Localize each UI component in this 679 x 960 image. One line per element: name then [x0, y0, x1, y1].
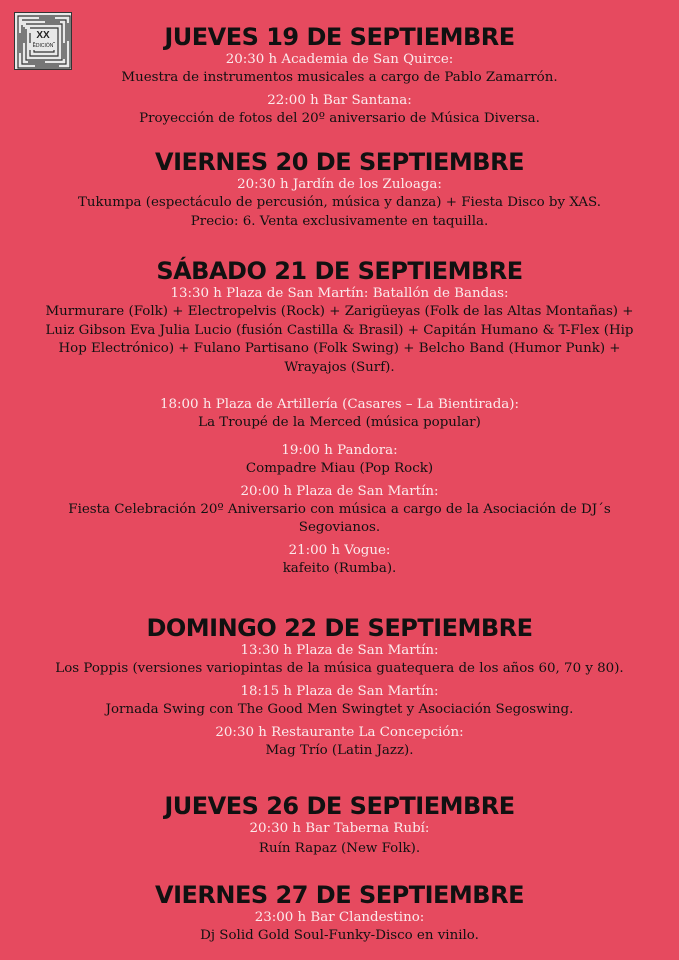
event — [0, 724, 679, 761]
event — [0, 92, 679, 129]
event — [0, 285, 679, 377]
event — [0, 396, 679, 433]
event-description-line: Hop Electrónico) + Fulano Partisano (Folk Swing) + Belcho Band (Humor Punk) + — [58, 341, 621, 357]
day-block-sabado-21 — [0, 257, 679, 579]
day-block-domingo-22 — [0, 614, 679, 760]
day-title: DOMINGO 22 DE SEPTIEMBRE — [146, 614, 533, 642]
event — [0, 51, 679, 88]
event-time-venue: 19:00 h Pandora: — [281, 442, 398, 458]
event — [0, 176, 679, 231]
event-time-venue: 20:30 h Bar Taberna Rubí: — [249, 821, 430, 836]
event-description: La Troupé de la Merced (música popular) — [198, 415, 481, 431]
day-block-viernes-20 — [0, 148, 679, 231]
event-price: Precio: 6. Venta exclusivamente en taquilla. — [190, 213, 489, 229]
event-time-venue: 23:00 h Bar Clandestino: — [254, 910, 425, 925]
event — [0, 642, 679, 679]
logo-numeral: XX — [31, 30, 55, 42]
event-description-line: Fiesta Celebración 20º Aniversario con música a cargo de la Asociación de DJ´s — [68, 502, 611, 518]
day-title: JUEVES 26 DE SEPTIEMBRE — [164, 792, 515, 820]
event — [0, 442, 679, 479]
event-description: Muestra de instrumentos musicales a cargo de Pablo Zamarrón. — [121, 70, 558, 86]
event-description: Dj Solid Gold Soul-Funky-Disco en vinilo. — [200, 928, 479, 944]
event-description-line: Wrayajos (Surf). — [284, 359, 395, 375]
event — [0, 820, 679, 859]
event-time-venue: 18:15 h Plaza de San Martín: — [240, 683, 439, 699]
day-title: VIERNES 27 DE SEPTIEMBRE — [155, 881, 524, 909]
event-time-venue: 18:00 h Plaza de Artillería (Casares – La Bientirada): — [159, 397, 520, 413]
event — [0, 683, 679, 720]
event-description: Ruín Rapaz (New Folk). — [258, 841, 421, 857]
event-time-venue: 20:30 h Jardín de los Zuloaga: — [237, 177, 442, 192]
event-time-venue: 20:30 h Restaurante La Concepción: — [215, 724, 464, 740]
event-description: Los Poppis (versiones variopintas de la música guatequera de los años 60, 70 y 80). — [55, 661, 624, 677]
event-time-venue: 13:30 h Plaza de San Martín: — [240, 643, 439, 658]
event-time-venue: 22:00 h Bar Santana: — [267, 92, 412, 108]
event-description: Proyección de fotos del 20º aniversario de Música Diversa. — [139, 111, 540, 127]
event-description: Mag Trío (Latin Jazz). — [265, 743, 414, 759]
day-block-viernes-27 — [0, 881, 679, 946]
event-time-venue: 20:00 h Plaza de San Martín: — [240, 483, 439, 499]
event-description-line: Segovianos. — [298, 520, 381, 536]
logo-caption: EDICIÓN — [29, 43, 57, 50]
event — [0, 483, 679, 538]
event-description: kafeito (Rumba). — [282, 561, 397, 577]
event — [0, 542, 679, 579]
day-title: VIERNES 20 DE SEPTIEMBRE — [155, 148, 524, 176]
event-description: Tukumpa (espectáculo de percusión, música y danza) + Fiesta Disco by XAS. — [77, 195, 602, 211]
event-description-line: Luiz Gibson Eva Julia Lucio (fusión Castilla & Brasil) + Capitán Humano & T-Flex (Hip — [45, 322, 634, 338]
day-block-jueves-19 — [0, 23, 679, 129]
event-time-venue: 21:00 h Vogue: — [288, 542, 391, 558]
event-time-venue: 13:30 h Plaza de San Martín: Batallón de Bandas: — [170, 286, 509, 301]
event-description: Jornada Swing con The Good Men Swingtet y Asociación Segoswing. — [105, 702, 574, 718]
day-title: JUEVES 19 DE SEPTIEMBRE — [164, 23, 515, 51]
event — [0, 909, 679, 946]
event-description: Compadre Miau (Pop Rock) — [245, 461, 434, 477]
event-time-venue: 20:30 h Academia de San Quirce: — [225, 52, 454, 67]
day-title: SÁBADO 21 DE SEPTIEMBRE — [156, 257, 523, 285]
day-block-jueves-26 — [0, 792, 679, 859]
event-description-line: Murmurare (Folk) + Electropelvis (Rock) + Zarigüeyas (Folk de las Altas Montañas) + — [45, 304, 634, 320]
